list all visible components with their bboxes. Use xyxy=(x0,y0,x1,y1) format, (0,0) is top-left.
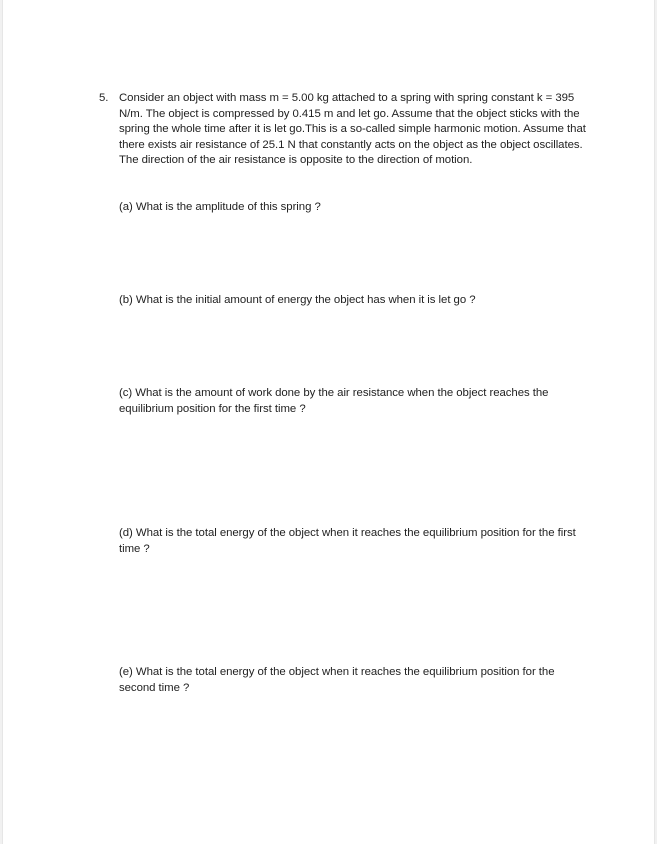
part-e-question: (e) What is the total energy of the object when it reaches the equilibrium position for the second time ? xyxy=(119,666,555,694)
part-d-question: (d) What is the total energy of the object when it reaches the equilibrium position for the first time ? xyxy=(119,527,576,555)
part-a-question: (a) What is the amplitude of this spring ? xyxy=(119,201,321,213)
question-text: Consider an object with mass m = 5.00 kg attached to a spring with spring constant k = 395 N/m. The object is compressed by 0.415 m and let go. Assume that the object sticks with the spring the whole time after it is let go.This is a so-called simple harmonic motion. Assume that there exists air resistance of 25.1 N that constantly acts on the object as the object oscillates. The direction of the air resistance is opposite to the direction of motion. xyxy=(119,92,586,166)
document-page xyxy=(2,0,655,844)
part-c-question: (c) What is the amount of work done by the air resistance when the object reaches the equilibrium position for the first time ? xyxy=(119,387,549,415)
question-number: 5. xyxy=(99,92,109,104)
part-b-question: (b) What is the initial amount of energy the object has when it is let go ? xyxy=(119,294,476,306)
